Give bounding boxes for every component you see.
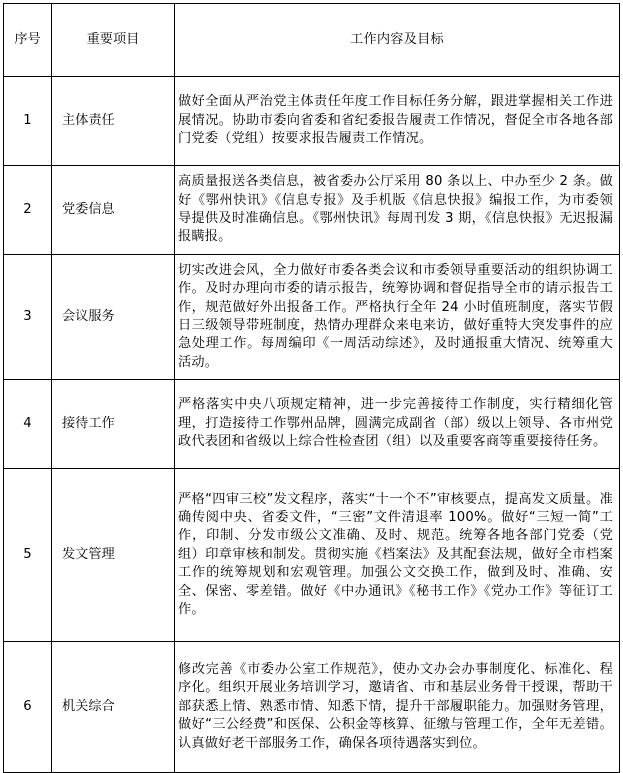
- table-row: [4, 77, 620, 166]
- table-row: [4, 166, 620, 255]
- row-num: 5: [4, 469, 52, 642]
- row-num: 6: [4, 642, 52, 773]
- work-targets-table: [3, 3, 620, 773]
- row-content: 高质量报送各类信息，被省委办公厅采用 80 条以上、中办至少 2 条。做好《鄂州快讯》《信息专报》及手机版《信息快报》编报工作，为市委领导提供及时准确信息。《鄂州快讯》每周刊发 3 期，《信息快报》无迟报漏报瞒报。: [175, 166, 620, 255]
- header-item: 重要项目: [52, 4, 175, 77]
- row-content: 严格“四审三校”发文程序，落实“十一个不”审核要点，提高发文质量。准确传阅中央、省委文件，“三密”文件清退率 100%。做好“三短一简”工作，印制、分发市级公文准确、及时、规范。统筹各地各部门党委（党组）印章审核和制发。贯彻实施《档案法》及其配套法规，做好全市档案工作的统筹规划和宏观管理。加强公文交换工作，做到及时、准确、安全、保密、零差错。做好《中办通讯》《秘书工作》《党办工作》等征订工作。: [175, 469, 620, 642]
- row-num: 1: [4, 77, 52, 166]
- row-item: 会议服务: [52, 255, 175, 380]
- row-item: 党委信息: [52, 166, 175, 255]
- header-num: 序号: [4, 4, 52, 77]
- row-content: 修改完善《市委办公室工作规范》，使办文办会办事制度化、标准化、程序化。组织开展业务培训学习，邀请省、市和基层业务骨干授课，帮助干部获悉上情、熟悉市情、知悉下情，提升干部履职能力。加强财务管理，做好“三公经费”和医保、公积金等核算、征缴与管理工作，全年无差错。认真做好老干部服务工作，确保各项待遇落实到位。: [175, 642, 620, 773]
- table-row: [4, 469, 620, 642]
- row-content: 严格落实中央八项规定精神，进一步完善接待工作制度，实行精细化管理，打造接待工作鄂州品牌，圆满完成副省（部）级以上领导、各市州党政代表团和省级以上综合性检查团（组）以及重要客商等重要接待任务。: [175, 380, 620, 469]
- table-row: [4, 380, 620, 469]
- table-row: [4, 255, 620, 380]
- table-header-row: [4, 4, 620, 77]
- row-item: 发文管理: [52, 469, 175, 642]
- row-item: 接待工作: [52, 380, 175, 469]
- header-content: 工作内容及目标: [175, 4, 620, 77]
- row-item: 主体责任: [52, 77, 175, 166]
- row-content: 做好全面从严治党主体责任年度工作目标任务分解，跟进掌握相关工作进展情况。协助市委向省委和省纪委报告履责工作情况，督促全市各地各部门党委（党组）按要求报告履责工作情况。: [175, 77, 620, 166]
- row-item: 机关综合: [52, 642, 175, 773]
- table-row: [4, 642, 620, 773]
- row-num: 3: [4, 255, 52, 380]
- row-content: 切实改进会风，全力做好市委各类会议和市委领导重要活动的组织协调工作。及时办理向市委的请示报告，统筹协调和督促指导全市的请示报告工作，规范做好外出报备工作。严格执行全年 24 小时值班制度，落实节假日三级领导带班制度，热情办理群众来电来访，做好重特大突发事件的应急处理工作。每周编印《一周活动综述》，及时通报重大情况、统筹重大活动。: [175, 255, 620, 380]
- row-num: 4: [4, 380, 52, 469]
- row-num: 2: [4, 166, 52, 255]
